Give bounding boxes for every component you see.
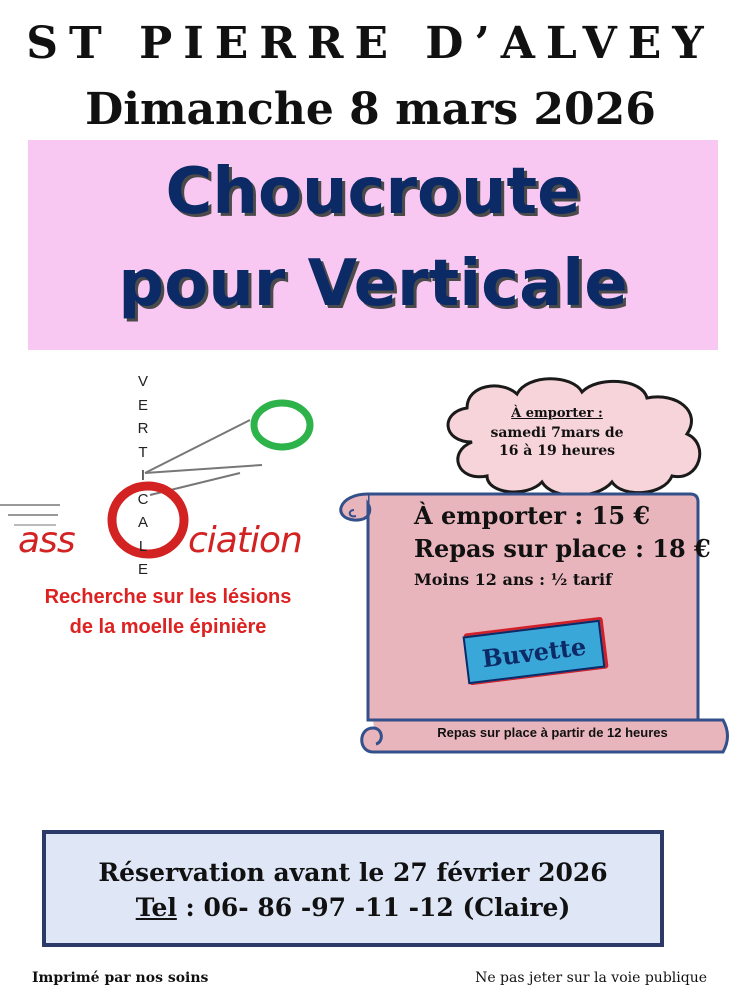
- green-circle: [254, 403, 310, 447]
- logo-word-left: ass: [18, 520, 75, 561]
- meal-time: Repas sur place à partir de 12 heures: [437, 725, 668, 740]
- reservation-box: [42, 830, 664, 947]
- cloud-label: À emporter :: [511, 406, 603, 421]
- price-takeaway: À emporter : 15 €: [414, 501, 651, 530]
- logo-letter: V: [137, 373, 148, 390]
- footer-printed: Imprimé par nos soins: [32, 970, 209, 986]
- logo-letter: L: [138, 537, 148, 555]
- logo-word-right: ciation: [188, 520, 302, 561]
- logo-letter: A: [137, 514, 148, 531]
- footer-notice: Ne pas jeter sur la voie publique: [475, 970, 707, 986]
- vertical-letters: [133, 370, 153, 582]
- banner-title-line1: Choucroute: [165, 155, 581, 229]
- price-onsite: Repas sur place : 18 €: [414, 534, 711, 563]
- price-children: Moins 12 ans : ½ tarif: [414, 570, 612, 589]
- buvette-sign: Buvette: [463, 620, 606, 684]
- banner-title-line2: pour Verticale: [118, 247, 628, 321]
- cloud-line3: 16 à 19 heures: [498, 443, 616, 459]
- logo-letter: E: [137, 561, 148, 578]
- reservation-phone: [42, 893, 664, 922]
- event-date: Dimanche 8 mars 2026: [85, 84, 656, 135]
- logo-letter: I: [140, 467, 146, 484]
- town-title: ST PIERRE D’ALVEY: [26, 18, 715, 69]
- logo-letter: T: [138, 443, 148, 461]
- reservation-deadline: Réservation avant le 27 février 2026: [98, 858, 608, 887]
- tel-label: Tel: [135, 893, 177, 922]
- cloud-line2: samedi 7mars de: [490, 425, 624, 441]
- logo-letter: R: [137, 420, 149, 437]
- tagline-line1: Recherche sur les lésions: [44, 586, 292, 608]
- tel-number: : 06- 86 -97 -11 -12 (Claire): [176, 893, 571, 922]
- logo-letter: E: [137, 396, 148, 414]
- logo-letter: C: [137, 490, 149, 508]
- tagline-line2: de la moelle épinière: [69, 616, 267, 638]
